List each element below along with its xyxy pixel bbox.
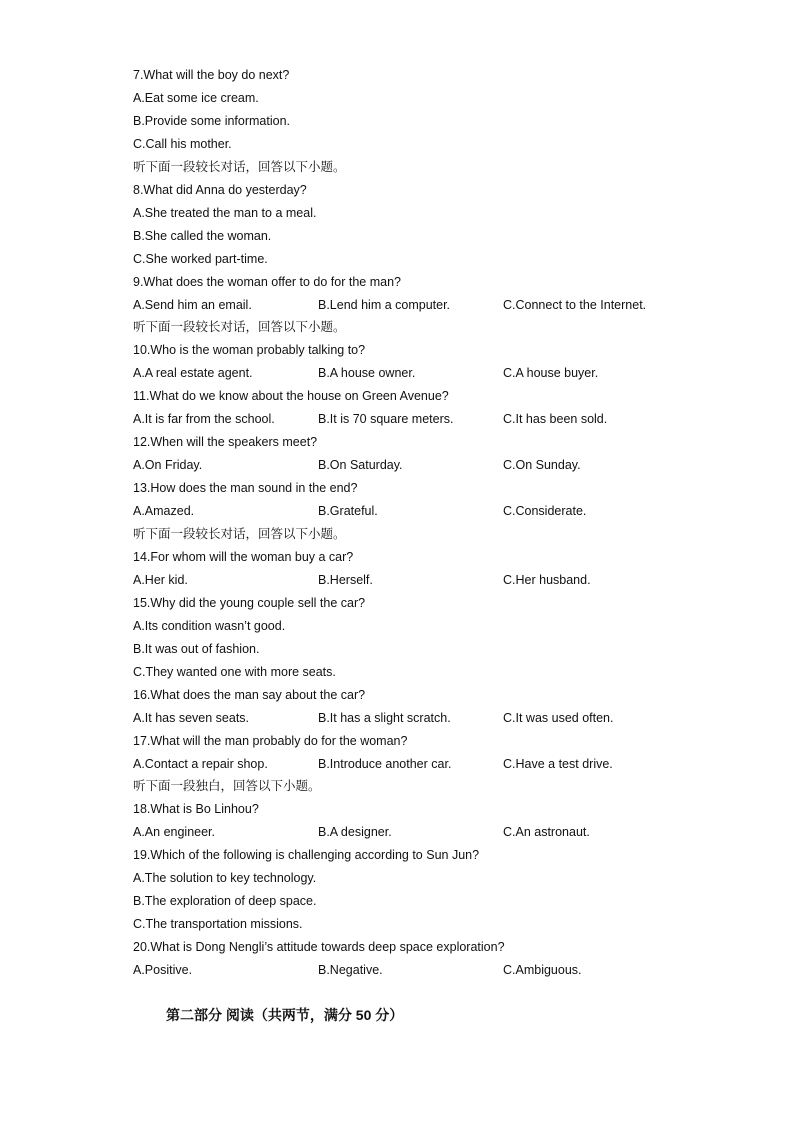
question-text: 16.What does the man say about the car? (133, 688, 366, 702)
options-row (133, 457, 693, 473)
question-text: 9.What does the woman offer to do for the man? (133, 275, 401, 289)
options-row (133, 503, 693, 519)
option-text: C.On Sunday. (503, 458, 581, 472)
option-text: C.It has been sold. (503, 412, 608, 426)
option-text: B.The exploration of deep space. (133, 894, 317, 908)
options-row (133, 710, 693, 726)
option-text: A.Positive. (133, 963, 193, 977)
option-text: B.Grateful. (318, 504, 378, 518)
option-text: C.Considerate. (503, 504, 587, 518)
instruction-text: 听下面一段较长对话，回答以下小题。 (133, 320, 346, 334)
question-text: 11.What do we know about the house on Green Avenue? (133, 389, 449, 403)
question-text: 14.For whom will the woman buy a car? (133, 550, 354, 564)
question-text: 18.What is Bo Linhou? (133, 802, 259, 816)
option-text: B.Provide some information. (133, 114, 291, 128)
option-text: B.Introduce another car. (318, 757, 452, 771)
option-text: B.It was out of fashion. (133, 642, 260, 656)
option-text: C.The transportation missions. (133, 917, 303, 931)
option-text: B.A house owner. (318, 366, 416, 380)
question-text: 15.Why did the young couple sell the car? (133, 596, 366, 610)
question-text: 17.What will the man probably do for the woman? (133, 734, 408, 748)
option-text: C.Her husband. (503, 573, 591, 587)
option-text: B.Negative. (318, 963, 383, 977)
option-text: C.Connect to the Internet. (503, 298, 647, 312)
option-text: A.Send him an email. (133, 298, 252, 312)
options-row (133, 962, 693, 978)
option-text: C.An astronaut. (503, 825, 590, 839)
options-row (133, 572, 693, 588)
options-row (133, 756, 693, 772)
instruction-text: 听下面一段较长对话，回答以下小题。 (133, 527, 346, 541)
option-text: A.An engineer. (133, 825, 216, 839)
question-text: 12.When will the speakers meet? (133, 435, 318, 449)
question-text: 7.What will the boy do next? (133, 68, 290, 82)
option-text: B.On Saturday. (318, 458, 403, 472)
option-text: A.Eat some ice cream. (133, 91, 259, 105)
options-row (133, 411, 693, 427)
option-text: C.Call his mother. (133, 137, 232, 151)
option-text: A.Its condition wasn’t good. (133, 619, 286, 633)
option-text: C.A house buyer. (503, 366, 599, 380)
option-text: A.A real estate agent. (133, 366, 253, 380)
option-text: A.It has seven seats. (133, 711, 250, 725)
section-heading: 第二部分 阅读（共两节，满分 50 分） (166, 1007, 404, 1023)
option-text: B.A designer. (318, 825, 392, 839)
options-row (133, 824, 693, 840)
option-text: A.Her kid. (133, 573, 188, 587)
option-text: C.She worked part-time. (133, 252, 268, 266)
option-text: A.It is far from the school. (133, 412, 275, 426)
option-text: C.Have a test drive. (503, 757, 613, 771)
question-text: 19.Which of the following is challenging according to Sun Jun? (133, 848, 480, 862)
option-text: C.They wanted one with more seats. (133, 665, 336, 679)
option-text: C.It was used often. (503, 711, 614, 725)
option-text: A.On Friday. (133, 458, 203, 472)
option-text: B.Herself. (318, 573, 373, 587)
instruction-text: 听下面一段独白，回答以下小题。 (133, 779, 321, 793)
question-text: 8.What did Anna do yesterday? (133, 183, 307, 197)
question-text: 13.How does the man sound in the end? (133, 481, 358, 495)
option-text: A.Contact a repair shop. (133, 757, 268, 771)
option-text: B.It is 70 square meters. (318, 412, 454, 426)
question-text: 10.Who is the woman probably talking to? (133, 343, 366, 357)
question-text: 20.What is Dong Nengli’s attitude towards deep space exploration? (133, 940, 505, 954)
option-text: B.She called the woman. (133, 229, 272, 243)
options-row (133, 365, 693, 381)
option-text: B.Lend him a computer. (318, 298, 451, 312)
option-text: A.Amazed. (133, 504, 195, 518)
option-text: B.It has a slight scratch. (318, 711, 451, 725)
option-text: A.She treated the man to a meal. (133, 206, 317, 220)
option-text: C.Ambiguous. (503, 963, 582, 977)
options-row (133, 297, 693, 313)
instruction-text: 听下面一段较长对话，回答以下小题。 (133, 160, 346, 174)
option-text: A.The solution to key technology. (133, 871, 317, 885)
